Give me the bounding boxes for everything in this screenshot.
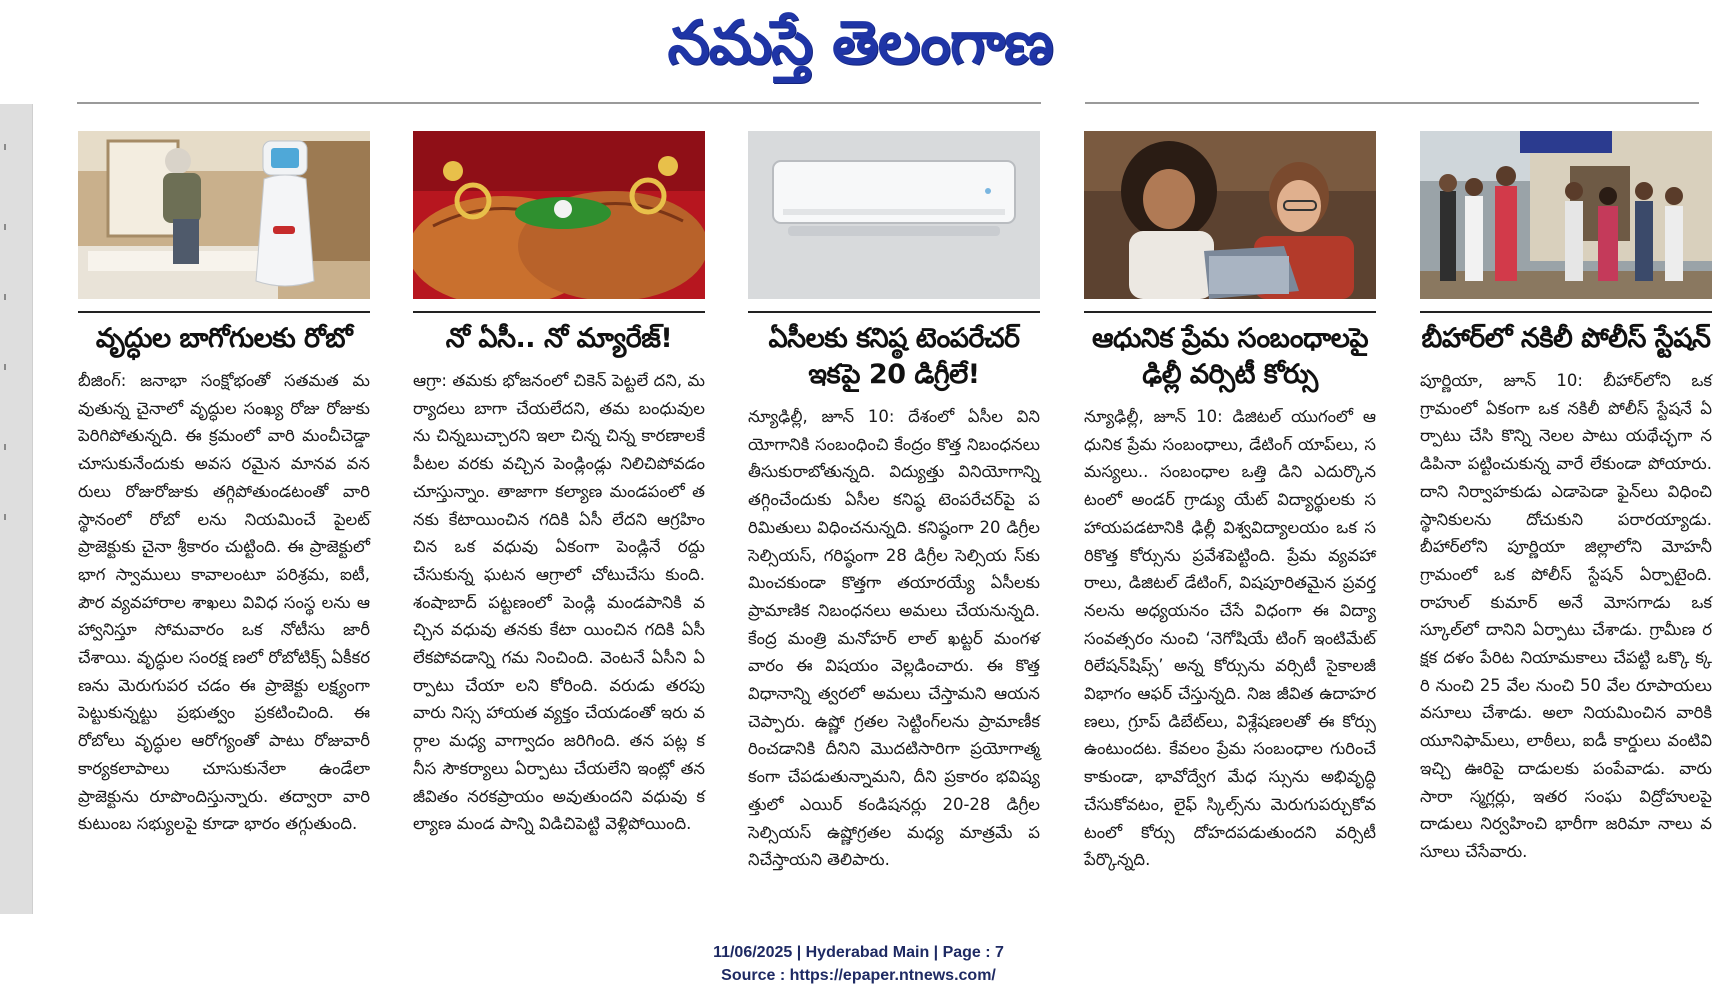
edge-mark [4,444,6,450]
page-edge-strip [0,104,33,914]
air-conditioner-photo [748,131,1040,299]
article-headline: వృద్ధుల బాగోగులకు రోబో [78,311,370,357]
fake-police-station-photo [1420,131,1712,299]
edition-info: 11/06/2025 | Hyderabad Main | Page : 7 [713,944,1004,961]
article-ac-temperature [748,131,1040,874]
edge-mark [4,144,6,150]
article-robot [78,131,370,838]
article-headline: నో ఏసీ.. నో మ్యారేజ్‌! [413,311,705,357]
article-du-course [1084,131,1376,874]
article-headline: ఏసీలకు కనిష్ఠ టెంపరేచర్‌ ఇకపై 20 డిగ్రీలే! [748,311,1040,393]
bridal-hands-photo [413,131,705,299]
source-link[interactable]: Source : https://epaper.ntnews.com/ [721,967,996,984]
article-body: న్యూఢిల్లీ, జూన్‌ 10: డిజిటల్‌ యుగంలో ఆధునిక ప్రేమ సంబంధాలు, డేటింగ్‌ యాప్‌లు, సమస్యలు.. సంబంధాల ఒత్తి డిని ఎదుర్కొనటంలో అండర్‌ గ్రాడ్యు యేట్‌ విద్యార్థులకు సహాయపడటానికి ఢిల్లీ విశ్వవిద్యాలయం ఒక సరికొత్త కోర్సును ప్రవేశపెట్టింది. ప్రేమ వ్యవహా రాలు, డిజిటల్‌ డేటింగ్‌, విషపూరితమైన ప్రవర్తనలను అధ్యయనం చేసే విధంగా ఈ విద్యా సంవత్సరం నుంచి ‘నెగోషియే టింగ్‌ ఇంటిమేట్‌ రిలేషన్‌షిప్స్‌’ అన్న కోర్సును వర్సిటీ సైకాలజీ విభాగం ఆఫర్‌ చేస్తున్నది. నిజ జీవిత ఉదాహరణలు, గ్రూప్‌ డిబేట్‌లు, విశ్లేషణలతో ఈ కోర్సు ఉంటుందట. కేవలం ప్రేమ సంబంధాల గురించే కాకుండా, భావోద్వేగ మేధ స్సును అభివృద్ధి చేసుకోవటం, లైఫ్‌ స్కిల్స్‌ను మెరుగుపర్చుకోవటంలో కోర్సు దోహదపడుతుందని వర్సిటీ పేర్కొన్నది. [1084,407,1376,870]
newspaper-masthead: నమస్తే తెలంగాణ [667,8,1053,78]
robot-caregiver-photo [78,131,370,299]
edge-mark [4,364,6,370]
article-body: న్యూఢిల్లీ, జూన్‌ 10: దేశంలో ఏసీల విని యోగానికి సంబంధించి కేంద్రం కొత్త నిబంధనలు తీసుకురాబోతున్నది. విద్యుత్తు వినియోగాన్ని తగ్గించేందుకు ఏసీల కనిష్ఠ టెంపరేచర్‌పై పరిమితులు విధించనున్నది. కనిష్ఠంగా 20 డిగ్రీల సెల్సియస్‌, గరిష్ఠంగా 28 డిగ్రీల సెల్సియ స్‌కు మించకుండా కొత్తగా తయారయ్యే ఏసీలకు ప్రామాణిక నిబంధనలు అమలు చేయనున్నది. కేంద్ర మంత్రి మనోహర్‌ లాల్‌ ఖట్టర్‌ మంగళవారం ఈ విషయం వెల్లడించారు. ఈ కొత్త విధానాన్ని త్వరలో అమలు చేస్తామని ఆయన చెప్పారు. ఉష్ణో గ్రతల సెట్టింగ్‌లను ప్రామాణీకరించడానికి దీనిని మొదటిసారిగా ప్రయోగాత్మకంగా చేపడుతున్నామని, దీని ప్రకారం భవిష్య త్తులో ఎయిర్‌ కండిషనర్లు 20-28 డిగ్రీల సెల్సియస్‌ ఉష్ణోగ్రతల మధ్య మాత్రమే పనిచేస్తాయని తెలిపారు. [748,407,1040,870]
edge-mark [4,224,6,230]
article-body: బీజింగ్‌: జనాభా సంక్షోభంతో సతమత మవుతున్న చైనాలో వృద్ధుల సంఖ్య రోజు రోజుకు పెరిగిపోతున్నది. ఈ క్రమంలో వారి మంచీచెడ్డా చూసుకునేందుకు అవస రమైన మానవ వనరులు రోజురోజుకు తగ్గిపోతుండటంతో వారి స్థానంలో రోబో లను నియమించే పైలట్‌ ప్రాజెక్టుకు చైనా శ్రీకారం చుట్టింది. ఈ ప్రాజెక్టులో భాగ స్వాములు కావాలంటూ పరిశ్రమ, ఐటీ, పౌర వ్యవహారాల శాఖలు వివిధ సంస్థ లను ఆహ్వానిస్తూ సోమవారం ఒక నోటీసు జారీ చేశాయి. వృద్ధుల సంరక్ష ణలో రోబోటిక్స్‌ ఏకీకరణను మెరుగుపర చడం ఈ ప్రాజెక్టు లక్ష్యంగా పెట్టుకున్నట్టు ప్రభుత్వం ప్రకటించింది. ఈ రోబోలు వృద్ధుల ఆరోగ్యంతో పాటు రోజువారీ కార్యకలాపాలు చూసుకునేలా ఉండేలా ప్రాజెక్టును రూపొందిస్తున్నారు. తద్వారా వారి కుటుంబ సభ్యులపై కూడా భారం తగ్గుతుంది. [78,371,370,834]
top-rule-left [77,102,1041,104]
article-no-ac-marriage [413,131,705,838]
top-rule-right [1085,102,1699,104]
edge-mark [4,294,6,300]
students-laptop-photo [1084,131,1376,299]
article-fake-police-station [1420,131,1712,866]
article-headline: బీహార్‌లో నకిలీ పోలీస్‌ స్టేషన్‌ [1420,311,1712,357]
article-body: పూర్ణియా, జూన్‌ 10: బీహార్‌లోని ఒక గ్రామంలో ఏకంగా ఒక నకిలీ పోలీస్‌ స్టేషనే ఏర్పాటు చేసి కొన్ని నెలల పాటు యథేచ్ఛగా నడిపినా పట్టించుకున్న వారే లేకుండా పోయారు. దాని నిర్వాహకుడు ఎడాపెడా ఫైన్‌లు విధించి స్థానికులను దోచుకుని పరారయ్యాడు. బీహార్‌లోని పూర్ణియా జిల్లాలోని మోహనీ గ్రామంలో ఒక పోలీస్‌ స్టేషన్‌ ఏర్పాటైంది. రాహుల్‌ కుమార్‌ అనే మోసగాడు ఒక స్కూల్‌లో దానిని ఏర్పాటు చేశాడు. గ్రామీణ రక్షక దళం పేరిట నియామకాలు చేపట్టి ఒక్కొ క్కరి నుంచి 25 వేల నుంచి 50 వేల రూపాయలు వసూలు చేశాడు. అలా నియమించిన వారికి యూనిఫామ్‌లు, లాఠీలు, ఐడీ కార్డులు వంటివి ఇచ్చి ఊరిపై దాడులకు పంపేవాడు. వారు సారా స్మగ్లర్లు, ఇతర సంఘ విద్రోహులపై దాడులు నిర్వహించి భారీగా జరిమా నాలు వసూలు చేసేవారు. [1420,371,1712,861]
edge-mark [4,514,6,520]
article-headline: ఆధునిక ప్రేమ సంబంధాలపై ఢిల్లీ వర్సిటీ కోర్సు [1084,311,1376,393]
article-body: ఆగ్రా: తమకు భోజనంలో చికెన్‌ పెట్టలే దని, మర్యాదలు బాగా చేయలేదని, తమ బంధువులను చిన్నబుచ్చారని ఇలా చిన్న చిన్న కారణాలకే పీటల వరకు వచ్చిన పెండ్లిండ్లు నిలిచిపోవడం చూస్తున్నాం. తాజాగా కల్యాణ మండపంలో తనకు కేటాయించిన గదికి ఏసీ లేదని ఆగ్రహిం చిన ఒక వధువు ఏకంగా పెండ్లినే రద్దు చేసుకున్న ఘటన ఆగ్రాలో చోటుచేసు కుంది. శంషాబాద్‌ పట్టణంలో పెండ్లి మండపానికి వచ్చిన వధువు తనకు కేటా యించిన గదికి ఏసీ లేకపోవడాన్ని గమ నించింది. వెంటనే ఏసీని ఏర్పాటు చేయా లని కోరింది. వరుడు తరపు వారు నిస్స హాయత వ్యక్తం చేయడంతో ఇరు వర్గాల మధ్య వాగ్వాదం జరిగింది. తన పట్ల కనీస సౌకర్యాలు ఏర్పాటు చేయలేని ఇంట్లో తన జీవితం నరకప్రాయం అవుతుందని వధువు కల్యాణ మండ పాన్ని విడిచిపెట్టి వెళ్లిపోయింది. [413,371,705,834]
